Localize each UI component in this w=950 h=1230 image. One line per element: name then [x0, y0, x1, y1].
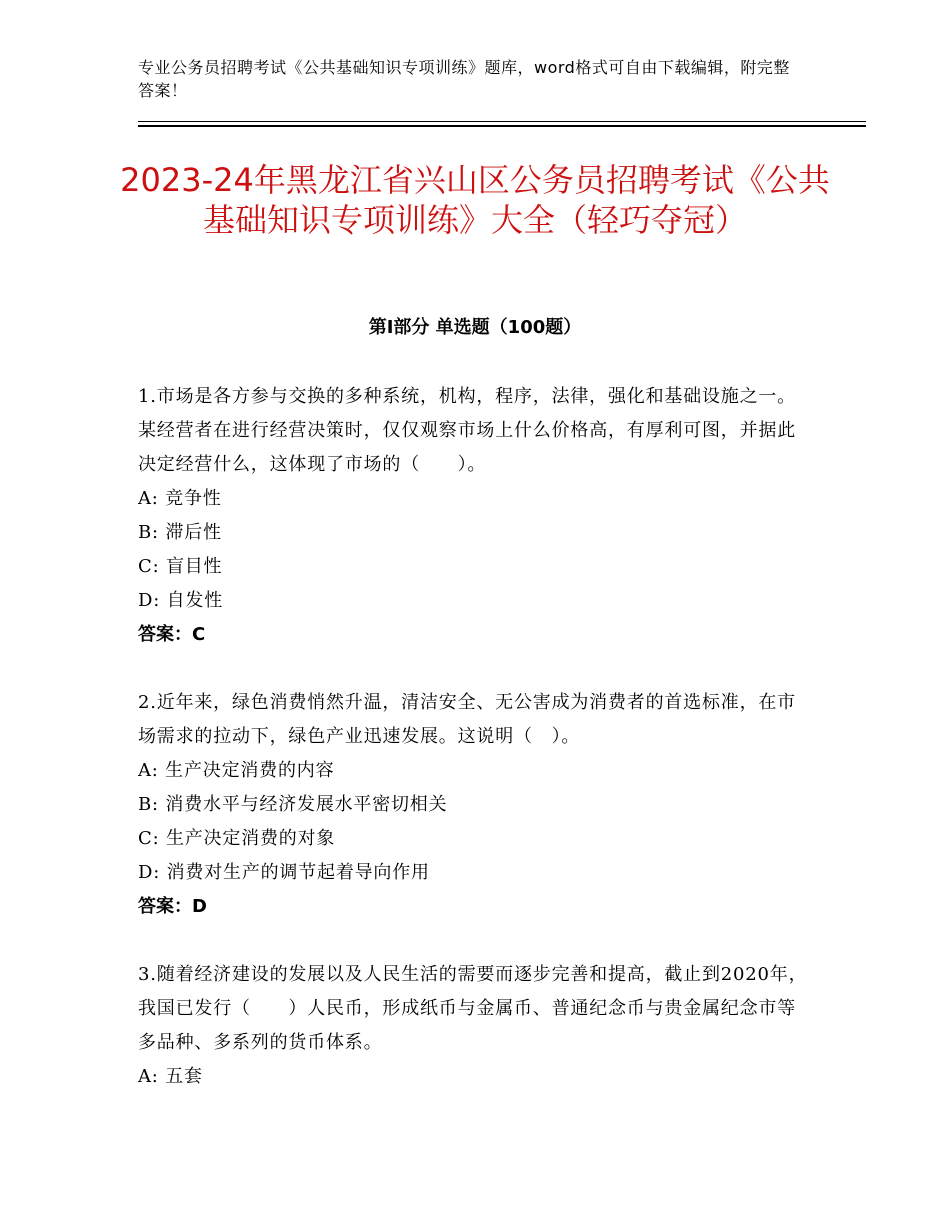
answer: 答案：C: [138, 624, 206, 645]
document-title: 2023-24年黑龙江省兴山区公务员招聘考试《公共基础知识专项训练》大全（轻巧夺冠）: [120, 161, 830, 239]
header-note: 专业公务员招聘考试《公共基础知识专项训练》题库，word格式可自由下载编辑，附完整答案！: [138, 58, 790, 100]
option-d: D: 消费对生产的调节起着导向作用: [138, 862, 430, 883]
option-d: D: 自发性: [138, 590, 224, 611]
option-a: A: 竞争性: [138, 488, 222, 509]
option-c: C: 盲目性: [138, 556, 223, 577]
answer: 答案：D: [138, 896, 207, 917]
section-heading: 第Ⅰ部分 单选题（100题）: [368, 317, 582, 338]
question-3: [138, 958, 808, 1094]
option-a: A: 五套: [138, 1066, 203, 1087]
header-rule-bottom: [138, 125, 866, 127]
question-stem: 3.随着经济建设的发展以及人民生活的需要而逐步完善和提高，截止到2020年，我国已发行（ ）人民币，形成纸币与金属币、普通纪念币与贵金属纪念市等多品种、多系列的货币体系。: [138, 964, 808, 1053]
question-stem: 1.市场是各方参与交换的多种系统，机构，程序，法律，强化和基础设施之一。某经营者在进行经营决策时，仅仅观察市场上什么价格高，有厚利可图，并据此决定经营什么，这体现了市场的（ ）。: [138, 386, 796, 475]
question-1: [138, 380, 808, 652]
option-c: C: 生产决定消费的对象: [138, 828, 336, 849]
option-b: B: 滞后性: [138, 522, 222, 543]
header-rule-top: [138, 121, 866, 122]
question-2: [138, 686, 808, 924]
question-stem: 2.近年来，绿色消费悄然升温，清洁安全、无公害成为消费者的首选标准，在市场需求的拉动下，绿色产业迅速发展。这说明（ ）。: [138, 692, 796, 747]
option-a: A: 生产决定消费的内容: [138, 760, 335, 781]
option-b: B: 消费水平与经济发展水平密切相关: [138, 794, 448, 815]
